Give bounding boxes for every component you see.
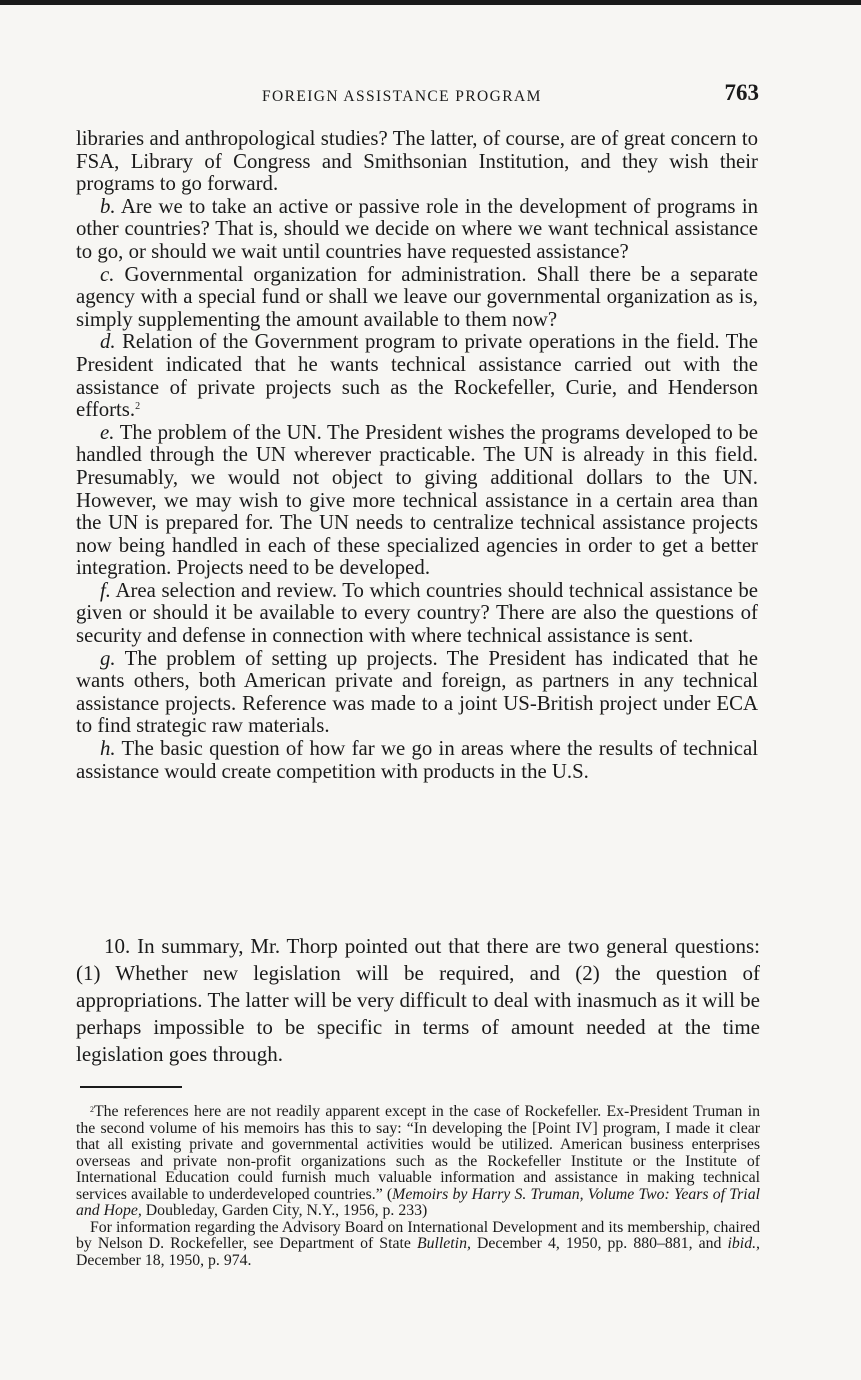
item-letter: b. (100, 194, 116, 218)
item-letter: h. (100, 737, 116, 761)
item-text: Relation of the Government program to private operations in the field. The President indicated that he wants technical assistance carried out with the assistance of private projects such as the Rockefeller, Curie, and Henderson efforts. (76, 330, 758, 422)
list-item-f (76, 580, 758, 648)
footnote-text: December 18, 1950, p. 974. (76, 1251, 252, 1269)
item-letter: d. (100, 330, 116, 354)
running-title: FOREIGN ASSISTANCE PROGRAM (262, 88, 542, 105)
footnote-ibid: ibid., (727, 1235, 760, 1252)
footnote-text: December 4, 1950, pp. 880–881, and (470, 1235, 728, 1252)
item-letter: e. (100, 420, 115, 444)
footnote-text-end: Doubleday, Garden City, N.Y., 1956, p. 233) (141, 1202, 428, 1219)
footnote-divider (80, 1086, 182, 1088)
footnote-2-continuation (76, 1220, 760, 1270)
item-text: The problem of setting up projects. The President has indicated that he wants others, both American private and foreign, as partners in any technical assistance projects. Reference was made to a joint US-British project under ECA to find strategic raw materials. (76, 646, 758, 738)
item-letter: g. (100, 646, 116, 670)
item-letter: f. (100, 578, 111, 602)
page-header (76, 80, 761, 112)
list-item-e (76, 422, 758, 580)
list-item-h (76, 738, 758, 783)
item-text: The basic question of how far we go in areas where the results of technical assistance would create competition with products in the U.S. (76, 737, 758, 783)
list-item-g (76, 648, 758, 738)
footnote-marker: 2 (90, 1105, 94, 1114)
footnote-text: The references here are not readily apparent except in the case of Rockefeller. Ex-President Truman in the second volume of his memoirs has this to say: “In developing the [Point IV] program, I made it clear that all existing private and governmental activities would be utilized. American business enterprises overseas and private non-profit organizations such as the Rockefeller Institute or the Institute of International Education could furnish much valuable information and assistance in making technical services available to underdeveloped countries.” ( (76, 1103, 760, 1203)
footnote-citation-title: Memoirs by Harry S. Truman, Volume Two: Years of Trial and Hope, (76, 1185, 760, 1219)
item-letter: c. (100, 262, 115, 286)
footnotes (76, 1104, 760, 1269)
list-item-c (76, 264, 758, 332)
item-text: The problem of the UN. The President wishes the programs developed to be handled through the UN wherever practicable. The UN is already in this field. Presumably, we would not object to giving additional dollars to the UN. However, we may wish to give more technical assistance in a certain area than the UN is prepared for. The UN needs to centralize technical assistance projects now being handled in each of these specialized agencies in order to get a better integration. Projects need to be developed. (76, 420, 758, 580)
intro-paragraph: libraries and anthropological studies? The latter, of course, are of great concern to FSA, Library of Congress and Smithsonian Institution, and they wish their programs to go forward. (76, 127, 758, 196)
list-item-b (76, 196, 758, 264)
item-text: Are we to take an active or passive role in the development of programs in other countries? That is, should we decide on where we want technical assistance to go, or should we wait until countries have requested assistance? (76, 194, 758, 263)
footnote-ref: 2 (135, 401, 141, 413)
summary-paragraph: 10. In summary, Mr. Thorp pointed out that there are two general questions: (1) Whether new legislation will be required, and (2) the question of appropriations. The latter will be very difficult to deal with inasmuch as it will be perhaps impossible to be specific in terms of amount needed at the time legislation goes through. (76, 934, 760, 1066)
footnote-2 (76, 1104, 760, 1220)
page-number: 763 (724, 80, 759, 105)
top-border-rule (0, 0, 861, 5)
list-item-d (76, 331, 758, 421)
footnote-bulletin: Bulletin, (416, 1235, 471, 1252)
item-text: Area selection and review. To which countries should technical assistance be given or should it be available to every country? There are also the questions of security and defense in connection with where technical assistance is sent. (76, 578, 758, 648)
footnote-text: For information regarding the Advisory Board on International Development and its membership, chaired by Nelson D. Rockefeller, see Department of State (76, 1218, 760, 1252)
item-text: Governmental organization for administration. Shall there be a separate agency with a special fund or shall we leave our governmental organization as is, simply supplementing the amount available to them now? (76, 262, 758, 331)
main-text (76, 128, 758, 783)
summary-section (76, 933, 760, 1068)
